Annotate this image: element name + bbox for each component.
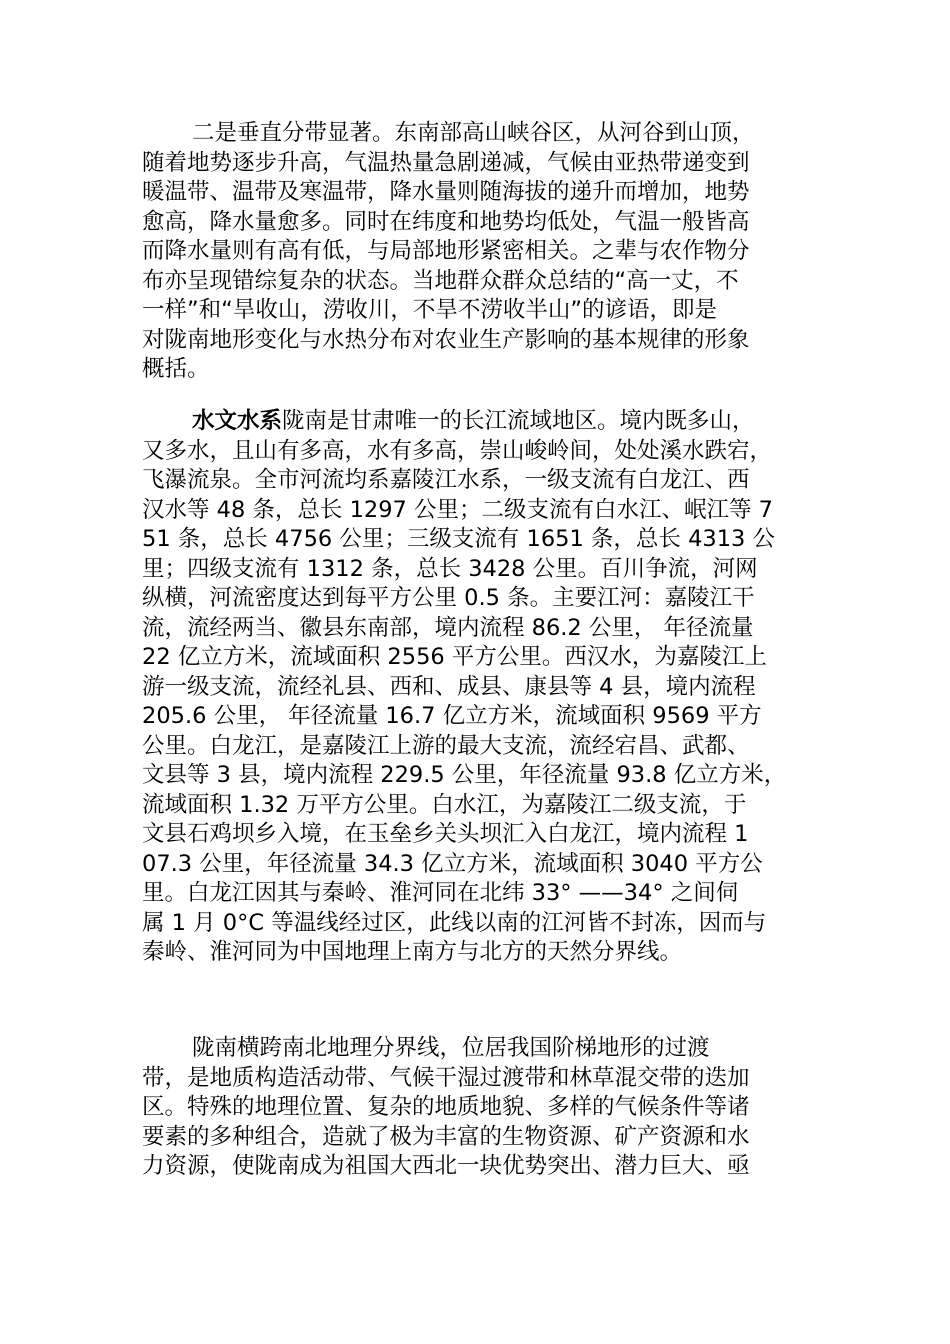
text-line: 布亦呈现错综复杂的状态。当地群众群众总结的“高一丈，不 xyxy=(142,267,739,294)
paragraph-vertical-zonation xyxy=(142,119,755,385)
text-line: 陇南横跨南北地理分界线，位居我国阶梯地形的过渡 xyxy=(192,1035,710,1061)
text-line: 而降水量则有高有低，与局部地形紧密相关。之辈与农作物分 xyxy=(142,238,750,264)
text-line: 飞瀑流泉。全市河流均系嘉陵江水系，一级支流有白龙江、西 xyxy=(142,467,750,493)
text-run: 陇南是甘肃唯一的长江流域地区。境内既多山， xyxy=(282,408,755,434)
text-line: 游一级支流，流经礼县、西和、成县、康县等 4 县，境内流程 xyxy=(142,673,756,700)
text-line: 里。白龙江因其与秦岭、淮河同在北纬 33° ——34° 之间伺 xyxy=(142,880,739,906)
text-line: 纵横，河流密度达到每平方公里 0.5 条。主要江河：嘉陵江干 xyxy=(142,585,755,611)
text-line: 秦岭、淮河同为中国地理上南方与北方的天然分界线。 xyxy=(142,939,683,965)
text-line: 07.3 公里，年径流量 34.3 亿立方米，流域面积 3040 平方公 xyxy=(142,850,763,877)
text-line: 又多水，且山有多高，水有多高，崇山峻岭间，处处溪水跌宕， xyxy=(142,437,773,464)
text-line: 区。特殊的地理位置、复杂的地质地貌、多样的气候条件等诸 xyxy=(142,1094,750,1120)
text-line: 带，是地质构造活动带、气候干湿过渡带和林草混交带的迭加 xyxy=(142,1064,750,1091)
text-line: 力资源，使陇南成为祖国大西北一块优势突出、潜力巨大、亟 xyxy=(142,1153,750,1179)
section-heading: 水文水系 xyxy=(192,408,283,434)
text-line: 流域面积 1.32 万平方公里。白水江，为嘉陵江二级支流，于 xyxy=(142,791,747,818)
text-line: 二是垂直分带显著。东南部高山峡谷区，从河谷到山顶， xyxy=(192,120,755,146)
text-line: 汉水等 48 条，总长 1297 公里；二级支流有白水江、岷江等 7 xyxy=(142,496,773,523)
text-line: 随着地势逐步升高，气温热量急剧递减，气候由亚热带递变到 xyxy=(142,149,750,176)
text-line: 流，流经两当、徽县东南部，境内流程 86.2 公里， 年径流量 xyxy=(142,614,754,641)
paragraph-hydrology xyxy=(142,407,786,968)
text-line: 暖温带、温带及寒温带，降水量则随海拔的递升而增加，地势 xyxy=(142,179,750,205)
text-line: 概括。 xyxy=(142,356,210,382)
paragraph-geographic-boundary xyxy=(142,1034,750,1182)
text-line: 对陇南地形变化与水热分布对农业生产影响的基本规律的形象 xyxy=(142,326,750,353)
text-line-with-heading xyxy=(142,407,786,437)
text-line: 51 条，总长 4756 公里；三级支流有 1651 条，总长 4313 公 xyxy=(142,526,775,552)
text-line: 愈高，降水量愈多。同时在纬度和地势均低处，气温一般皆高 xyxy=(142,208,750,235)
text-line: 一样”和“旱收山，涝收川，不旱不涝收半山”的谚语，即是 xyxy=(142,297,717,323)
text-line: 文县等 3 县，境内流程 229.5 公里，年径流量 93.8 亿立方米， xyxy=(142,762,787,788)
text-line: 要素的多种组合，造就了极为丰富的生物资源、矿产资源和水 xyxy=(142,1123,750,1150)
text-line: 22 亿立方米，流域面积 2556 平方公里。西汉水，为嘉陵江上 xyxy=(142,644,767,670)
text-line: 里；四级支流有 1312 条，总长 3428 公里。百川争流，河网 xyxy=(142,555,758,582)
text-line: 205.6 公里， 年径流量 16.7 亿立方米，流域面积 9569 平方 xyxy=(142,703,762,729)
text-line: 属 1 月 0°C 等温线经过区，此线以南的江河皆不封冻，因而与 xyxy=(142,909,767,936)
text-line: 文县石鸡坝乡入境，在玉垒乡关头坝汇入白龙江，境内流程 1 xyxy=(142,821,749,847)
text-line: 公里。白龙江，是嘉陵江上游的最大支流，流经宕昌、武都、 xyxy=(142,732,750,759)
